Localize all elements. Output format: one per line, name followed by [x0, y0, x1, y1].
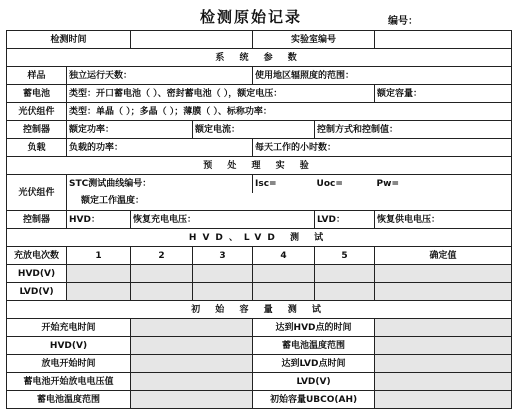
lvd-row-label: LVD(V) [7, 283, 67, 301]
load-label: 负载 [7, 139, 67, 157]
lvd-cell[interactable] [67, 283, 131, 301]
cycle-count-label: 充放电次数 [7, 247, 67, 265]
lab-number-label: 实验室编号 [253, 31, 375, 49]
pv-type-field[interactable]: 类型：单晶（ ）；多晶（ ）；薄膜（ ）、标称功率： [67, 103, 512, 121]
lvd-cell[interactable] [253, 283, 315, 301]
discharge-start-voltage-label: 蓄电池开始放电电压值 [7, 373, 131, 391]
test-time-field[interactable] [131, 31, 253, 49]
charge-start-label: 开始充电时间 [7, 319, 131, 337]
pw-field[interactable]: Pw= [375, 175, 512, 193]
hvd-cell[interactable] [315, 265, 375, 283]
cycle-col-2: 2 [131, 247, 193, 265]
hvd-row-label: HVD(V) [7, 265, 67, 283]
pretest-controller-label: 控制器 [7, 211, 67, 229]
cycle-col-1: 1 [67, 247, 131, 265]
capacity-hvd-label: HVD(V) [7, 337, 131, 355]
discharge-start-label: 放电开始时间 [7, 355, 131, 373]
hvd-cell[interactable] [193, 265, 253, 283]
confirmed-value-label: 确定值 [375, 247, 512, 265]
rated-current-field[interactable]: 额定电流： [193, 121, 315, 139]
hvd-cell[interactable] [131, 265, 193, 283]
hvd-reach-time-field[interactable] [375, 319, 512, 337]
battery-label: 蓄电池 [7, 85, 67, 103]
document-title: 检测原始记录 [200, 8, 303, 26]
hvd-confirmed-cell[interactable] [375, 265, 512, 283]
rated-power-field[interactable]: 额定功率： [67, 121, 193, 139]
battery-type-field[interactable]: 类型：开口蓄电池（ ）、密封蓄电池（ ），额定电压： [67, 85, 375, 103]
discharge-start-voltage-field[interactable] [131, 373, 253, 391]
sample-label: 样品 [7, 67, 67, 85]
charge-start-field[interactable] [131, 319, 253, 337]
capacity-heading: 初 始 容 量 测 试 [7, 301, 512, 319]
cycle-col-3: 3 [193, 247, 253, 265]
battery-temp-range-label: 蓄电池温度范围 [253, 337, 375, 355]
hvd-field[interactable]: HVD： [67, 211, 131, 229]
lvd-field[interactable]: LVD： [315, 211, 375, 229]
lvd-cell[interactable] [315, 283, 375, 301]
capacity-hvd-field[interactable] [131, 337, 253, 355]
pretest-heading: 预 处 理 实 验 [7, 157, 512, 175]
hvd-recover-field[interactable]: 恢复充电电压： [131, 211, 315, 229]
number-label: 编号： [388, 16, 418, 27]
hvd-cell[interactable] [67, 265, 131, 283]
autonomy-days-field[interactable]: 独立运行天数： [67, 67, 253, 85]
pretest-pv-label: 光伏组件 [7, 175, 67, 211]
battery-temp-range-field[interactable] [375, 337, 512, 355]
irradiance-range-field[interactable]: 使用地区辐照度的范围： [253, 67, 512, 85]
battery-capacity-field[interactable]: 额定容量： [375, 85, 512, 103]
lvd-reach-time-label: 达到LVD点时间 [253, 355, 375, 373]
lab-number-field[interactable] [375, 31, 512, 49]
system-params-heading: 系 统 参 数 [7, 49, 512, 67]
record-table [6, 30, 512, 409]
cycle-col-5: 5 [315, 247, 375, 265]
lvd-reach-time-field[interactable] [375, 355, 512, 373]
daily-hours-field[interactable]: 每天工作的小时数： [253, 139, 512, 157]
controller-label: 控制器 [7, 121, 67, 139]
pv-module-label: 光伏组件 [7, 103, 67, 121]
capacity-lvd-label: LVD(V) [253, 373, 375, 391]
capacity-lvd-field[interactable] [375, 373, 512, 391]
voc-field[interactable]: Uoc= [315, 175, 375, 193]
lvd-recover-field[interactable]: 恢复供电电压： [375, 211, 512, 229]
cycle-col-4: 4 [253, 247, 315, 265]
control-mode-field[interactable]: 控制方式和控制值： [315, 121, 512, 139]
hvd-reach-time-label: 达到HVD点的时间 [253, 319, 375, 337]
lvd-confirmed-cell[interactable] [375, 283, 512, 301]
load-power-field[interactable]: 负载的功率： [67, 139, 253, 157]
lvd-cell[interactable] [193, 283, 253, 301]
battery-temp-range-2-label: 蓄电池温度范围 [7, 391, 131, 409]
discharge-start-field[interactable] [131, 355, 253, 373]
stc-curve-field[interactable]: STC测试曲线编号： [67, 175, 253, 193]
initial-capacity-label: 初始容量UBCO(AH) [253, 391, 375, 409]
isc-field[interactable]: Isc= [253, 175, 315, 193]
lvd-cell[interactable] [131, 283, 193, 301]
hvd-cell[interactable] [253, 265, 315, 283]
operating-temp-field[interactable]: 额定工作温度： [67, 193, 512, 211]
test-time-label: 检测时间 [7, 31, 131, 49]
hvd-lvd-heading: HVD、LVD 测 试 [7, 229, 512, 247]
